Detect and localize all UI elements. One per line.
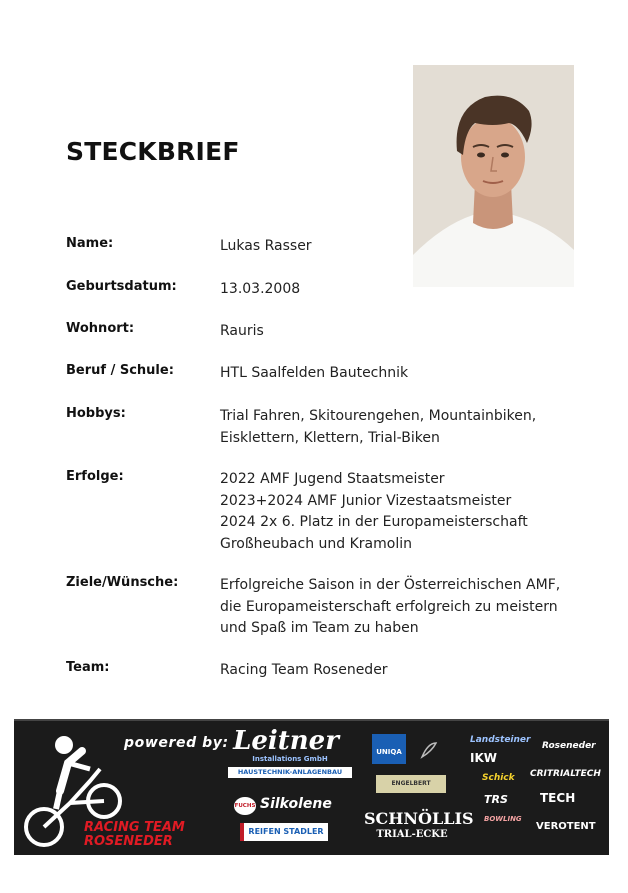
landsteiner-logo: Landsteiner [470,735,531,745]
sponsor-banner [14,721,609,855]
profile-value [220,406,580,449]
profile-value-line: HTL Saalfelden Bautechnik [220,365,409,381]
racing-team-line: ROSENEDER [84,834,173,849]
trs-logo: TRS [484,793,508,806]
roseneder-logo: Roseneder [542,741,596,751]
ikw-logo: IKW [470,751,497,765]
verotent-logo: VEROTENT [536,821,596,832]
leitner-logo: Leitner [233,726,339,756]
racing-team-line: RACING TEAM [84,820,185,835]
critrialtech-logo: CRITRIALTECH [530,769,601,779]
profile-value [220,575,580,640]
bowling-logo: BOWLING [484,815,522,823]
profile-value [220,469,580,555]
silkolene-logo: Silkolene [260,796,332,812]
reifen-stadler-logo: REIFEN STADLER [240,823,328,841]
profile-value-line: und Spaß im Team zu haben [220,620,419,636]
page-title: STECKBRIEF [66,137,240,166]
profile-value-line: die Europameisterschaft erfolgreich zu meistern [220,598,558,615]
profile-label: Wohnort: [66,321,135,336]
engelbert-logo: ENGELBERT [376,775,446,793]
profile-value-line: 13.03.2008 [220,281,301,297]
profile-label: Geburtsdatum: [66,279,177,294]
profile-value [220,236,580,258]
profile-label: Name: [66,236,114,251]
leitner-tagline: HAUSTECHNIK-ANLAGENBAU [228,767,352,778]
leitner-subtitle: Installations GmbH [252,755,328,763]
profile-value-line: Eisklettern, Klettern, Trial-Biken [220,429,440,446]
schnoellis-logo [364,809,474,843]
profile-label: Hobbys: [66,406,126,421]
profile-label: Team: [66,660,110,675]
schnoellis-subtitle: TRIAL-ECKE [376,829,448,840]
profile-value-line: 2024 2x 6. Platz in der Europameisterschaft [220,514,528,530]
profile-value-line: 2023+2024 AMF Junior Vizestaatsmeister [220,492,512,509]
fuchs-logo: FUCHS [234,797,256,815]
profile-label: Beruf / Schule: [66,363,174,378]
profile-label: Ziele/Wünsche: [66,575,179,590]
profile-label: Erfolge: [66,469,124,484]
racing-team-logo [84,821,185,849]
profile-value-line: Trial Fahren, Skitourengehen, Mountainbiken, [220,408,537,424]
profile-value-line: Racing Team Roseneder [220,662,388,678]
profile-value [220,363,580,385]
powered-by-label: powered by: [124,735,229,751]
profile-value-line: Lukas Rasser [220,238,312,254]
profile-value-line: Großheubach und Kramolin [220,535,412,552]
profile-value-line: Erfolgreiche Saison in der Österreichischen AMF, [220,577,561,593]
profile-value [220,660,580,682]
feather-icon [418,739,440,761]
profile-value-line: 2022 AMF Jugend Staatsmeister [220,471,445,487]
uniqa-logo: UNIQA [372,734,406,764]
profile-value [220,279,580,301]
tech-logo: TECH [540,791,576,805]
profile-value [220,321,580,343]
schnoellis-name: SCHNÖLLIS [364,809,474,828]
schick-logo: Schick [482,773,515,783]
profile-value-line: Rauris [220,323,264,339]
